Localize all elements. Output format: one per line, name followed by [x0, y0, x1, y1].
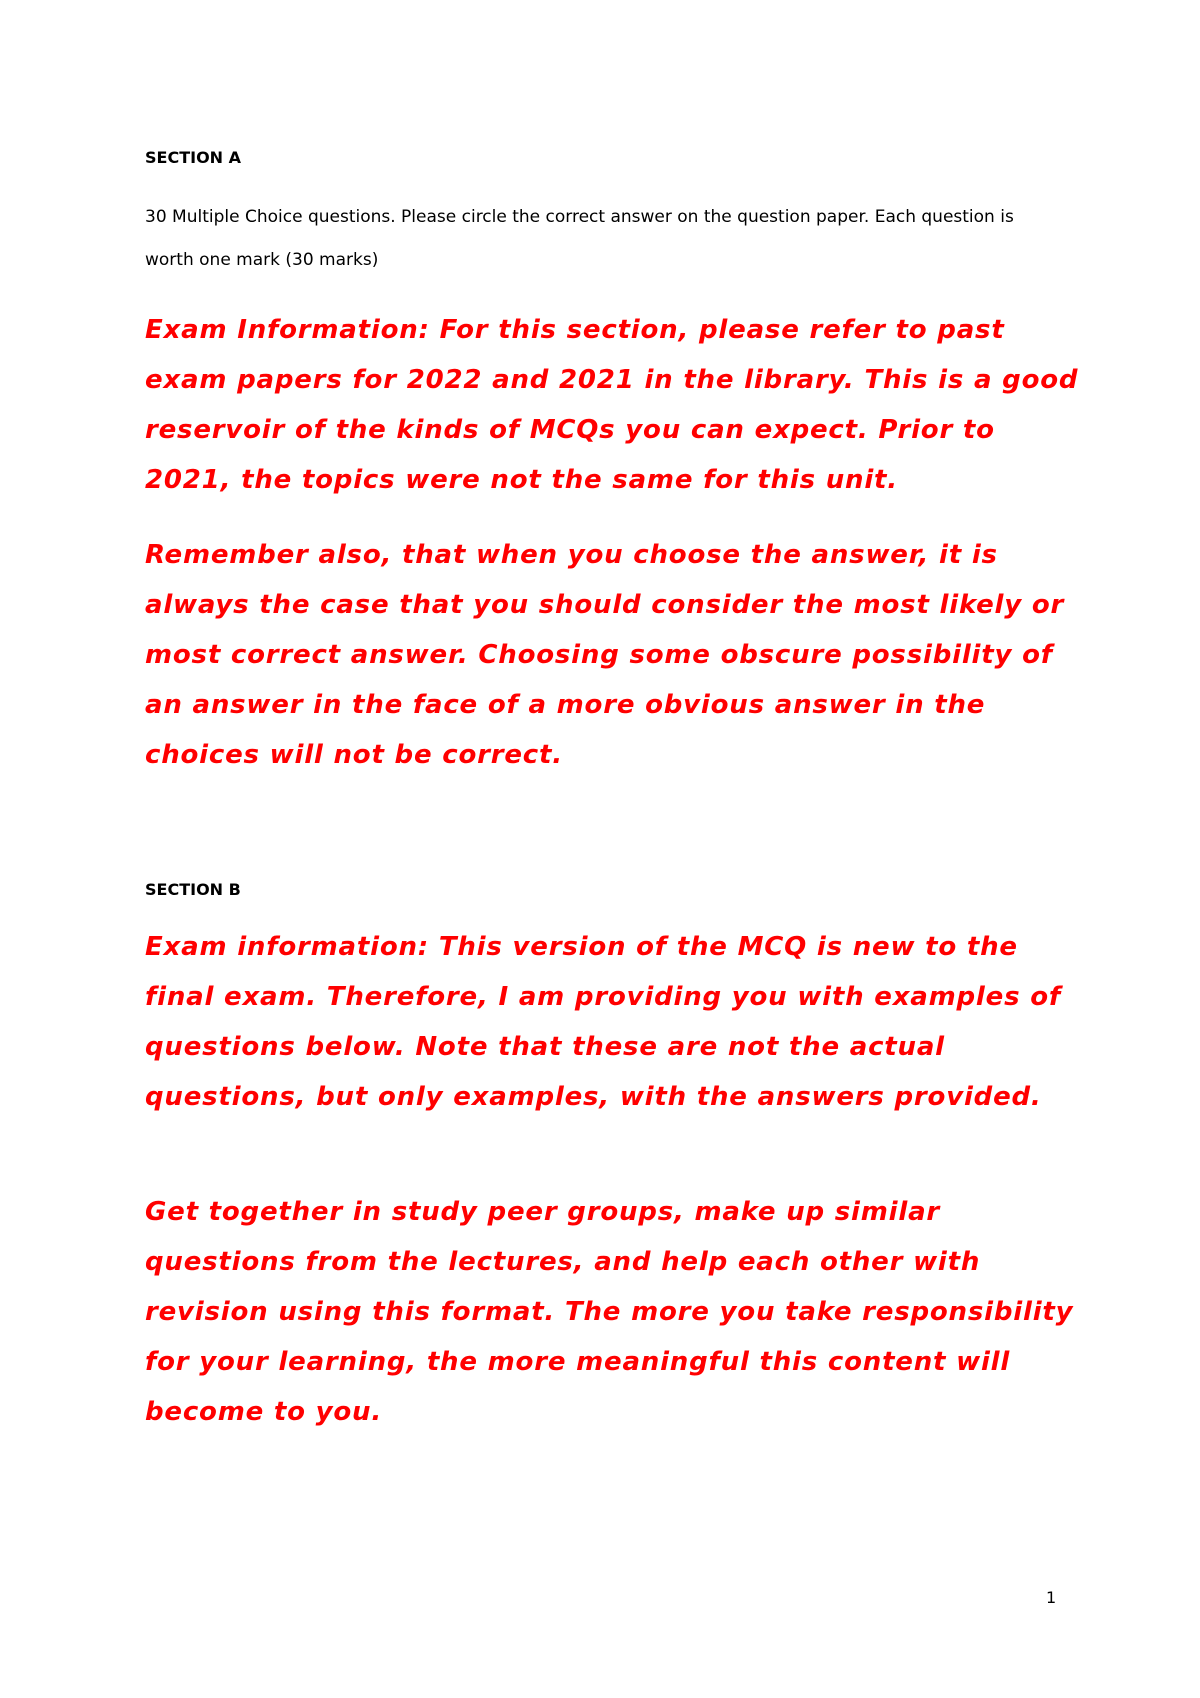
section-b-study-advice: Get together in study peer groups, make up similar questions from the lectures, and help each other with revision using this format. The more you take responsibility for your learning, the more meaningful this content will become to you. — [145, 1197, 1074, 1427]
section-a-exam-information: Exam Information: For this section, please refer to past exam papers for 2022 and 2021 in the library. This is a good reservoir of the kinds of MCQs you can expect. Prior to 2021, the topics were not the same for this unit. — [145, 315, 1079, 495]
section-a-heading: SECTION A — [145, 148, 242, 167]
page-number: 1 — [1046, 1588, 1057, 1607]
section-a-instruction: 30 Multiple Choice questions. Please circle the correct answer on the question paper. Each question is worth one mark (30 marks) — [145, 207, 1014, 270]
section-b-heading: SECTION B — [145, 880, 241, 899]
section-a-reminder: Remember also, that when you choose the answer, it is always the case that you should consider the most likely or most correct answer. Choosing some obscure possibility of an answer in the face of a more obvious answer in the choices will not be correct. — [145, 540, 1065, 770]
section-b-exam-information: Exam information: This version of the MCQ is new to the final exam. Therefore, I am providing you with examples of questions below. Note that these are not the actual questions, but only examples, with the answers provided. — [145, 932, 1061, 1112]
